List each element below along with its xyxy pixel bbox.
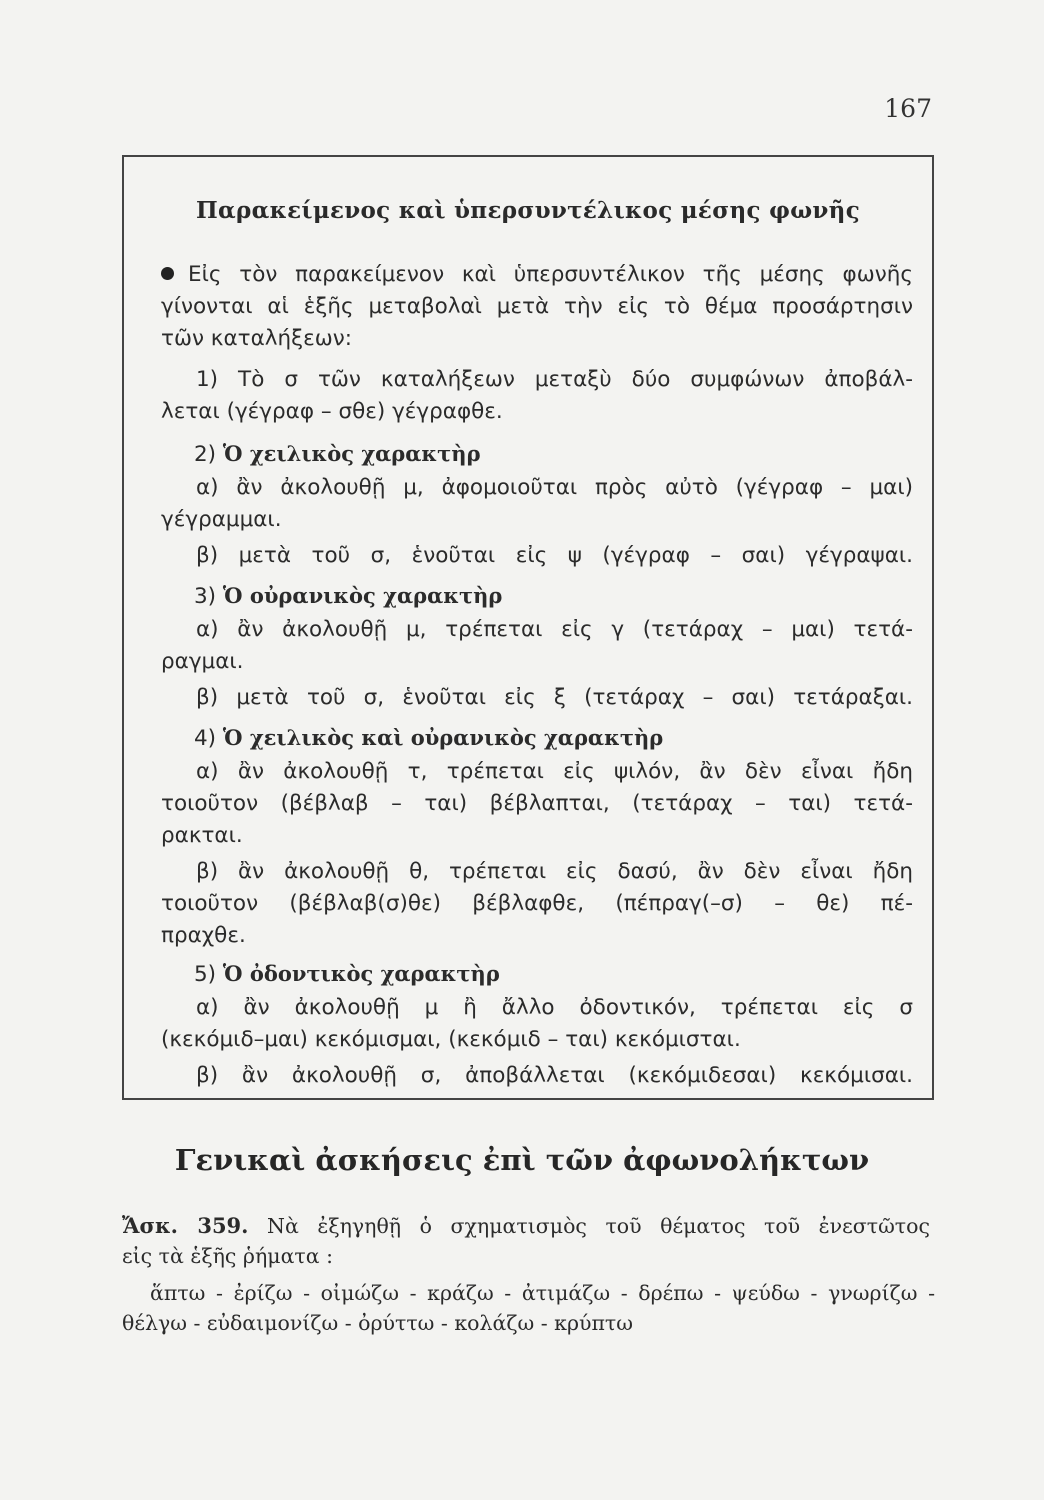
rule5-b: β) ἂν ἀκολουθῇ σ, ἀποβάλλεται (κεκόμιδεσαι) κεκόμισαι. [196,1063,913,1088]
exercise-line-2: εἰς τὰ ἑξῆς ῥήματα : [122,1244,334,1268]
exercise-line-1: Ἄσκ. 359. Νὰ ἐξηγηθῇ ὁ σχηματισμὸς τοῦ θέματος τοῦ ἐνεστῶτος [122,1213,930,1238]
rule3-a-line-1: α) ἂν ἀκολουθῇ μ, τρέπεται εἰς γ (τετάραχ – μαι) τετά- [196,617,913,642]
exercise-label: Ἄσκ. 359. [122,1213,249,1238]
bullet-icon [161,267,174,280]
rule3-heading: 3) Ὁ οὐρανικὸς χαρακτὴρ [194,583,503,609]
page-number: 167 [884,94,932,123]
intro-line-1: Εἰς τὸν παρακείμενον καὶ ὑπερσυντέλικον τῆς μέσης φωνῆς [161,262,913,287]
rule4-b-line-2: τοιοῦτον (βέβλαβ(σ)θε) βέβλαφθε, (πέπραγ(–σ) – θε) πέ- [161,891,913,916]
rule4-b-line-3: πραχθε. [161,923,246,948]
rule2-b: β) μετὰ τοῦ σ, ἑνοῦται εἰς ψ (γέγραφ – σαι) γέγραψαι. [196,543,913,568]
rule4-b-line-1: β) ἂν ἀκολουθῇ θ, τρέπεται εἰς δασύ, ἂν δὲν εἶναι ἤδη [196,859,913,884]
verbs-line-2: θέλγω - εὐδαιμονίζω - ὀρύττω - κολάζω - κρύπτω [122,1311,633,1335]
rule2-heading: 2) Ὁ χειλικὸς χαρακτὴρ [194,441,481,467]
rule2-a-line-2: γέγραμμαι. [161,507,282,532]
rule5-a-line-2: (κεκόμιδ–μαι) κεκόμισμαι, (κεκόμιδ – ται) κεκόμισται. [161,1027,741,1052]
rule1-line-1: 1) Τὸ σ τῶν καταλήξεων μεταξὺ δύο συμφώνων ἀποβάλ- [196,367,913,392]
section-title: Γενικαὶ ἀσκήσεις ἐπὶ τῶν ἀφωνολήκτων [174,1143,870,1177]
rule1-line-2: λεται (γέγραφ – σθε) γέγραφθε. [161,399,503,424]
rule3-a-line-2: ραγμαι. [161,649,244,674]
rule2-a-line-1: α) ἂν ἀκολουθῇ μ, ἀφομοιοῦται πρὸς αὐτὸ (γέγραφ – μαι) [196,475,913,500]
rule4-a-line-1: α) ἂν ἀκολουθῇ τ, τρέπεται εἰς ψιλόν, ἂν δὲν εἶναι ἤδη [196,759,913,784]
intro-line-2: γίνονται αἱ ἑξῆς μεταβολαὶ μετὰ τὴν εἰς τὸ θέμα προσάρτησιν [161,294,913,319]
rule5-a-line-1: α) ἂν ἀκολουθῇ μ ἢ ἄλλο ὀδοντικόν, τρέπεται εἰς σ [196,995,913,1020]
rule5-heading: 5) Ὁ ὀδοντικὸς χαρακτὴρ [194,961,500,987]
verbs-line-1: ἅπτω - ἐρίζω - οἰμώζω - κράζω - ἀτιμάζω - δρέπω - ψεύδω - γνωρίζω - [150,1281,935,1305]
intro-line-3: τῶν καταλήξεων: [161,326,352,351]
rule4-a-line-3: ρακται. [161,823,243,848]
grammar-box [122,155,934,1100]
rule3-b: β) μετὰ τοῦ σ, ἑνοῦται εἰς ξ (τετάραχ – σαι) τετάραξαι. [196,685,913,710]
rule4-a-line-2: τοιοῦτον (βέβλαβ – ται) βέβλαπται, (τετάραχ – ται) τετά- [161,791,913,816]
box-title: Παρακείμενος καὶ ὑπερσυντέλικος μέσης φωνῆς [195,197,861,224]
rule4-heading: 4) Ὁ χειλικὸς καὶ οὐρανικὸς χαρακτὴρ [194,725,664,751]
